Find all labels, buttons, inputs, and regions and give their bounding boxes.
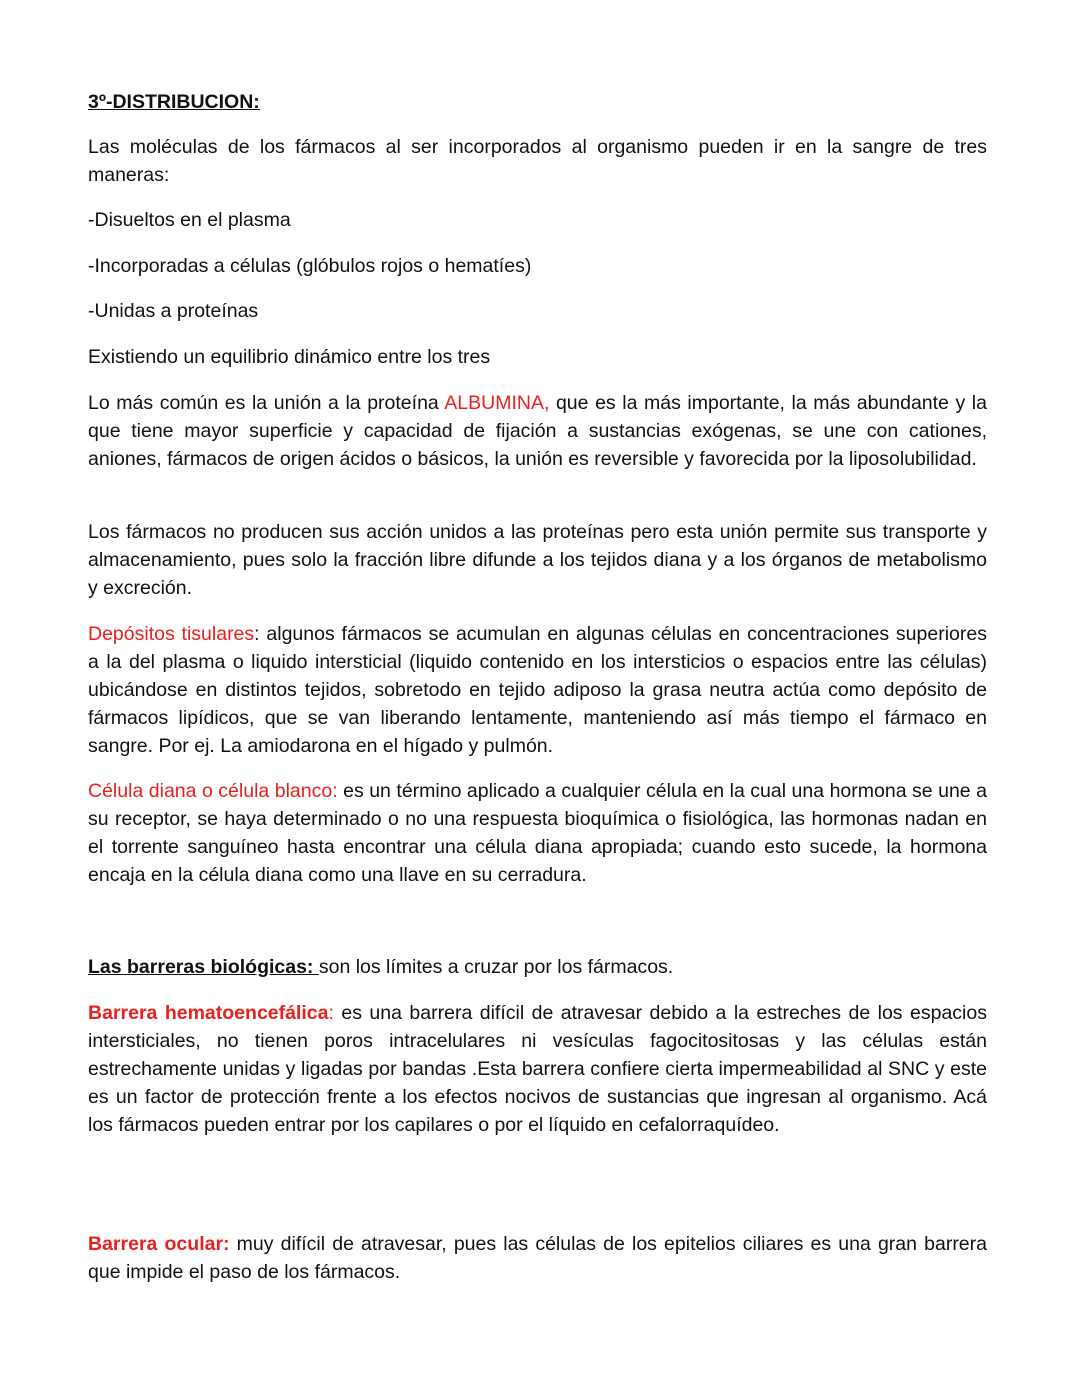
ocular-text: muy difícil de atravesar, pues las células de los epitelios ciliares es una gran barrera que impide el paso de los fármacos. <box>88 1233 987 1283</box>
depositos-paragraph <box>88 620 987 760</box>
list-item: -Disueltos en el plasma <box>88 209 291 231</box>
ocular-paragraph <box>88 1230 987 1286</box>
albumina-before: Lo más común es la unión a la proteína <box>88 392 445 414</box>
depositos-term: Depósitos tisulares <box>88 623 255 645</box>
diana-term: Célula diana o célula blanco: <box>88 780 338 802</box>
transport-paragraph: Los fármacos no producen sus acción unidos a las proteínas pero esta unión permite sus transporte y almacenamiento, pues solo la fracción libre difunde a los tejidos diana y a los órganos de metabolismo y excreción. <box>88 521 987 599</box>
albumina-after: que es la más importante, la más abundante y la que tiene mayor superficie y capacidad de fijación a sustancias exógenas, se une con cationes, aniones, fármacos de origen ácidos o básicos, la unión es reversible y favorecida por la liposolubilidad. <box>88 392 987 470</box>
albumina-paragraph <box>88 389 987 473</box>
intro-paragraph: Las moléculas de los fármacos al ser incorporados al organismo pueden ir en la sangre de tres maneras: <box>88 136 987 186</box>
barreras-text: son los límites a cruzar por los fármacos. <box>318 956 674 978</box>
list-item: -Incorporadas a células (glóbulos rojos o hematíes) <box>88 255 532 277</box>
barreras-heading: Las barreras biológicas: <box>88 956 319 978</box>
hemato-paragraph <box>88 999 987 1139</box>
barreras-paragraph <box>88 953 987 981</box>
diana-paragraph <box>88 777 987 889</box>
depositos-text: : algunos fármacos se acumulan en algunas células en concentraciones superiores a la del plasma o liquido intersticial (liquido contenido en los intersticios o espacios entre las células) ubicándose en distintos tejidos, sobretodo en tejido adiposo la grasa neutra actúa como depósito de fármacos lipídicos, que se van liberando lentamente, manteniendo así más tiempo el fármaco en sangre. Por ej. La amiodarona en el hígado y pulmón. <box>88 623 987 757</box>
hemato-colon: : <box>328 1002 334 1024</box>
hemato-term: Barrera hematoencefálica <box>88 1002 329 1024</box>
albumina-term: ALBUMINA, <box>444 392 550 414</box>
diana-text: es un término aplicado a cualquier célula en la cual una hormona se une a su receptor, se haya determinado o no una respuesta bioquímica o fisiológica, las hormonas nadan en el torrente sanguíneo hasta encontrar una célula diana apropiada; cuando esto sucede, la hormona encaja en la célula diana como una llave en su cerradura. <box>88 780 987 886</box>
ocular-term: Barrera ocular: <box>88 1233 230 1255</box>
section-title: 3º-DISTRIBUCION: <box>88 91 260 113</box>
list-item: -Unidas a proteínas <box>88 300 259 322</box>
equilibrium-paragraph: Existiendo un equilibrio dinámico entre los tres <box>88 346 491 368</box>
hemato-text: es una barrera difícil de atravesar debido a la estreches de los espacios intersticiales, no tienen poros intracelulares ni vesículas fagocitositosas y las células están estrechamente unidas y ligadas por bandas .Esta barrera confiere cierta impermeabilidad al SNC y este es un factor de protección frente a los efectos nocivos de sustancias que ingresan al organismo. Acá los fármacos pueden entrar por los capilares o por el líquido en cefalorraquídeo. <box>88 1002 987 1136</box>
